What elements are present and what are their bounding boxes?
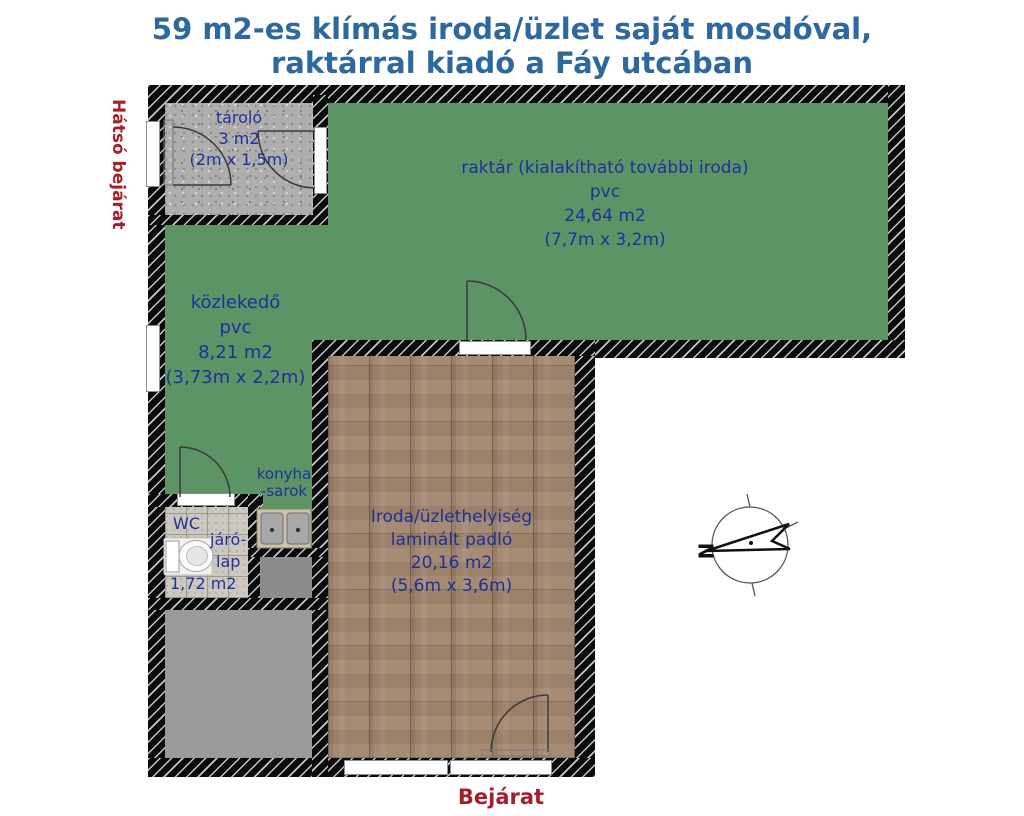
raktar-name: raktár (kialakítható további iroda) [461,158,749,178]
tarolo-dims: (2m x 1,5m) [189,150,289,169]
tarolo-label [163,107,315,170]
kozlekedo-flooring: pvc [219,317,252,338]
iroda-dims: (5,6m x 3,6m) [390,576,513,596]
wc-floor-line1: járó- [210,530,247,549]
kozlekedo-dims: (3,73m x 2,2m) [165,367,306,388]
iroda-area: 20,16 m2 [410,553,493,573]
iroda-label [328,506,575,598]
raktar-label [395,156,815,252]
konyha-sarok-label [252,466,316,500]
tarolo-name: tároló [215,108,263,127]
raktar-flooring: pvc [589,182,621,202]
kozlekedo-area: 8,21 m2 [198,342,273,363]
kozlekedo-name: közlekedő [190,292,281,313]
konyha-line2: -sarok [260,482,308,500]
compass-icon [694,494,799,596]
kozlekedo-label [148,290,323,390]
wc-door-icon [180,447,230,497]
iroda-name: Iroda/üzlethelyiség [370,507,533,527]
raktar-office-door-icon [467,281,526,340]
konyha-line1: konyha [256,465,312,483]
iroda-flooring: laminált padló [390,530,513,550]
wc-name: WC [173,514,200,533]
wc-floor-line2: lap [216,552,241,571]
page-title-line2: raktárral kiadó a Fáy utcában [270,46,754,80]
toilet-icon [164,538,213,575]
raktar-area: 24,64 m2 [564,206,646,226]
page-title-line1: 59 m2-es klímás iroda/üzlet saját mosdóval, [151,12,873,46]
compass-north-label: N [693,542,718,560]
kitchen-sink-icon [257,509,311,548]
back-entrance-label: Hátsó bejárat [108,99,128,230]
entrance-label: Bejárat [457,785,545,809]
entrance-door-icon [482,695,550,756]
tarolo-area: 3 m2 [218,129,260,148]
raktar-dims: (7,7m x 3,2m) [544,230,666,250]
wc-area: 1,72 m2 [170,574,237,593]
